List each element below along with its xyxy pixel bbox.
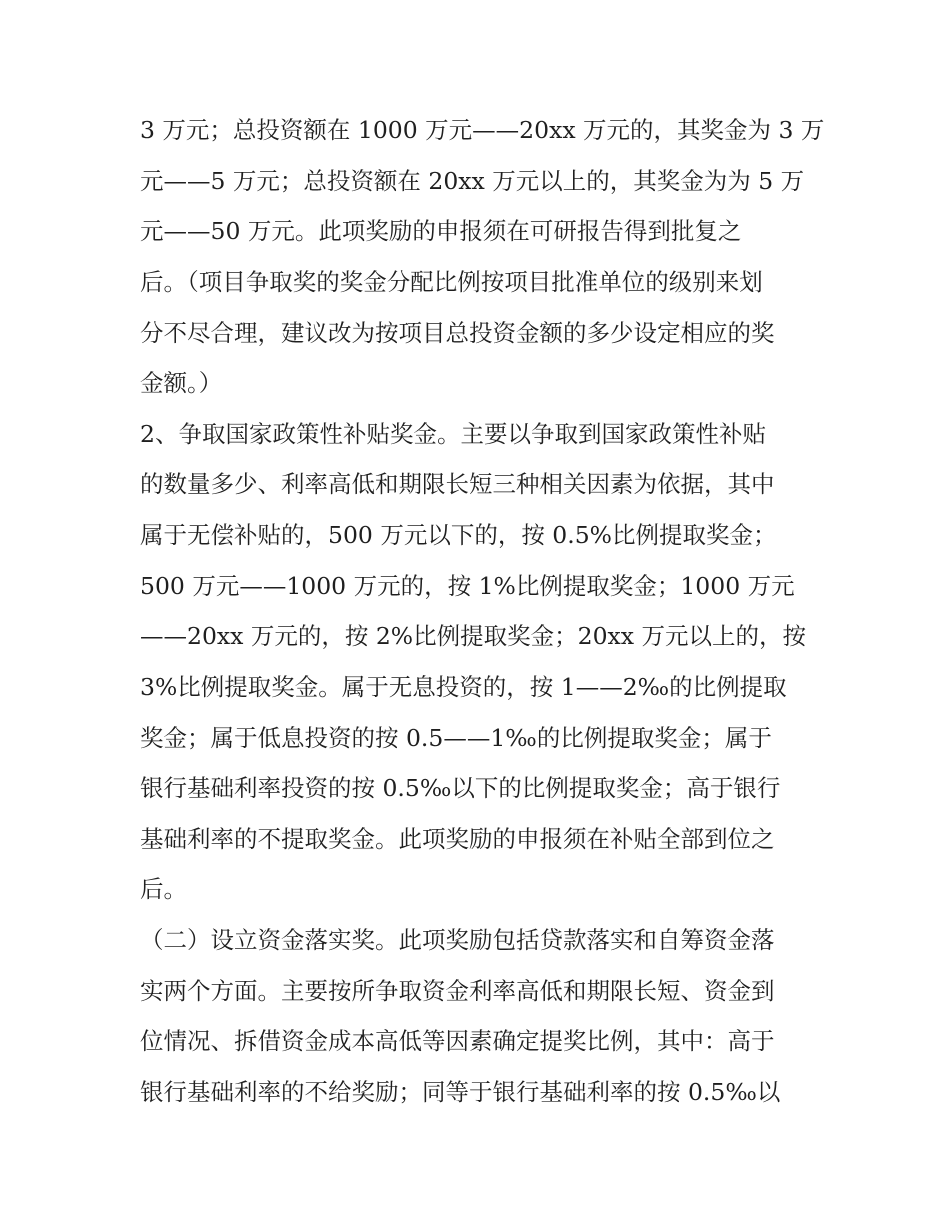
text-line: 后。（项目争取奖的奖金分配比例按项目批准单位的级别来划 <box>140 268 763 296</box>
text-line: ——20xx 万元的，按 2%比例提取奖金；20xx 万元以上的，按 <box>140 622 807 650</box>
text-line: 属于无偿补贴的，500 万元以下的，按 0.5%比例提取奖金； <box>140 521 777 549</box>
text-line: 500 万元——1000 万元的，按 1%比例提取奖金；1000 万元 <box>140 572 795 600</box>
text-line: 实两个方面。主要按所争取资金利率高低和期限长短、资金到 <box>140 977 775 1005</box>
text-line: 2、争取国家政策性补贴奖金。主要以争取到国家政策性补贴 <box>140 420 766 448</box>
text-line: 位情况、拆借资金成本高低等因素确定提奖比例，其中：高于 <box>140 1027 775 1055</box>
text-line: 后。 <box>140 875 187 903</box>
text-line: 奖金；属于低息投资的按 0.5——1‰的比例提取奖金；属于 <box>140 724 772 752</box>
text-line: 3%比例提取奖金。属于无息投资的，按 1——2‰的比例提取 <box>140 673 787 701</box>
text-line: 的数量多少、利率高低和期限长短三种相关因素为依据，其中 <box>140 470 775 498</box>
text-line: （二）设立资金落实奖。此项奖励包括贷款落实和自筹资金落 <box>140 926 775 954</box>
text-line: 分不尽合理，建议改为按项目总投资金额的多少设定相应的奖 <box>140 319 775 347</box>
text-line: 基础利率的不提取奖金。此项奖励的申报须在补贴全部到位之 <box>140 825 775 853</box>
text-line: 银行基础利率投资的按 0.5‰以下的比例提取奖金；高于银行 <box>140 774 781 802</box>
text-line: 金额。） <box>140 369 223 397</box>
text-line: 3 万元；总投资额在 1000 万元——20xx 万元的，其奖金为 3 万 <box>140 116 825 144</box>
text-line: 元——50 万元。此项奖励的申报须在可研报告得到批复之 <box>140 217 742 245</box>
text-line: 银行基础利率的不给奖励；同等于银行基础利率的按 0.5‰以 <box>140 1078 781 1106</box>
text-line: 元——5 万元；总投资额在 20xx 万元以上的，其奖金为为 5 万 <box>140 167 805 195</box>
